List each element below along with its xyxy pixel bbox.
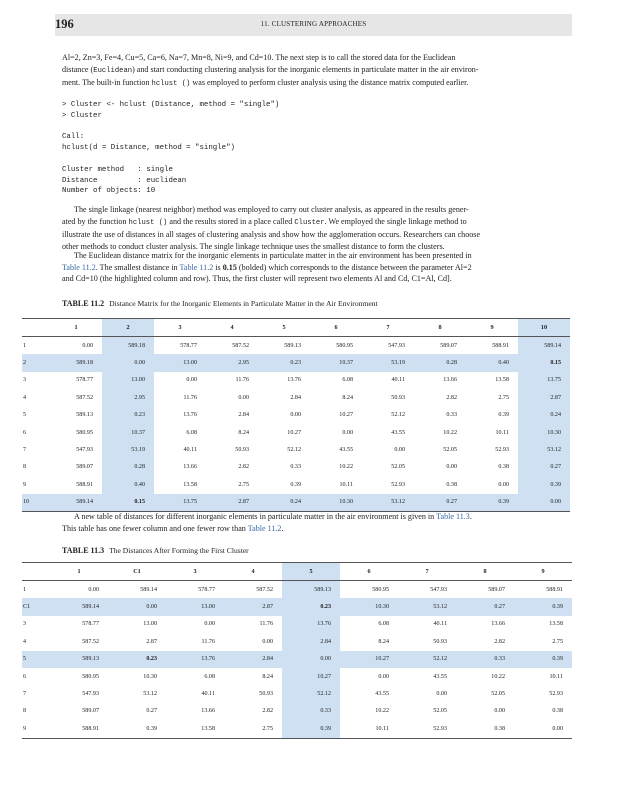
- table-cell: 13.58: [183, 481, 197, 488]
- table-cell: 2.84: [224, 651, 282, 668]
- r-code-block: [62, 100, 570, 197]
- column-header: 8: [414, 319, 466, 337]
- table-cell: 0.28: [414, 354, 466, 371]
- intro-line-2: distance (Euclidean) and start conducting clustering analysis for the inorganic elements in particulate matter in the air environ-: [62, 64, 479, 75]
- table-cell: 10.27: [287, 429, 301, 436]
- table-cell: 10.11: [495, 429, 509, 436]
- table-cell: 0.00: [494, 708, 505, 715]
- inline-code-cluster: Cluster: [294, 218, 325, 227]
- table-cell: 589.14: [140, 586, 157, 593]
- row-header: 8: [23, 708, 27, 715]
- table-cell: 10.30: [340, 598, 398, 615]
- row-header: 6: [23, 429, 27, 436]
- table-cell: 13.00: [166, 598, 224, 615]
- table-cell: 0.00: [290, 412, 301, 419]
- table-cell: 2.87: [224, 598, 282, 615]
- table-cell: 578.77: [198, 586, 215, 593]
- column-header: 5: [282, 563, 340, 581]
- table-cell: 43.55: [391, 429, 405, 436]
- column-header: 8: [456, 563, 514, 581]
- table-cell: 2.95: [206, 354, 258, 371]
- table-cell: 40.11: [391, 377, 405, 384]
- table-row: [22, 459, 570, 476]
- table-row: [22, 703, 572, 720]
- table-cell: 0.23: [282, 598, 340, 615]
- table-cell: 50.93: [433, 638, 447, 645]
- table-cell: 2.75: [498, 394, 509, 401]
- table-cell: 589.07: [82, 708, 99, 715]
- table-cell: 2.82: [262, 708, 273, 715]
- table-cell: 10.22: [375, 708, 389, 715]
- table-cell: 40.11: [183, 447, 197, 454]
- table-cell: 2.82: [238, 464, 249, 471]
- table-row: [22, 337, 570, 355]
- table-11-2-link[interactable]: Table 11.2: [247, 523, 282, 533]
- row-header: 3: [23, 621, 27, 628]
- table-11-3-link[interactable]: Table 11.3: [436, 512, 470, 521]
- table-cell: 0.39: [514, 598, 572, 615]
- distance-matrix-paragraph: [62, 250, 570, 285]
- body-line: The single linkage (nearest neighbor) method was employed to carry out cluster analysis, as appeared in the results gener-: [74, 205, 469, 214]
- table-cell: 547.93: [430, 586, 447, 593]
- table-cell: 53.12: [518, 441, 570, 458]
- column-header: C1: [108, 563, 166, 581]
- table-row: [22, 685, 572, 702]
- row-header: 1: [23, 586, 27, 593]
- table-cell: 43.55: [375, 691, 389, 698]
- row-header: 5: [22, 651, 50, 668]
- table-cell: 50.93: [259, 691, 273, 698]
- table-row: [22, 424, 570, 441]
- table-cell: 53.19: [102, 441, 154, 458]
- table-row: [22, 389, 570, 406]
- row-header: 9: [23, 481, 27, 488]
- column-header: 4: [224, 563, 282, 581]
- table-cell: 13.75: [154, 494, 206, 512]
- table-label: TABLE 11.2: [62, 299, 105, 308]
- body-line: ated by the function hclust () and the results stored in a place called Cluster. We employed the single linkage method to: [62, 216, 467, 227]
- chapter-title: 11. CLUSTERING APPROACHES: [260, 20, 367, 28]
- table-cell: 0.00: [498, 481, 509, 488]
- table-cell: 11.76: [201, 638, 215, 645]
- table-cell: 0.15: [518, 354, 570, 371]
- table-cell: 53.19: [362, 354, 414, 371]
- table-cell: 587.52: [232, 342, 249, 349]
- table-cell: 52.93: [391, 481, 405, 488]
- table-cell: 0.33: [446, 412, 457, 419]
- table-cell: 13.00: [143, 621, 157, 628]
- row-header: 4: [23, 394, 27, 401]
- table-cell: 0.00: [238, 394, 249, 401]
- code-line: Number of objects: 10: [62, 187, 156, 196]
- table-cell: 0.27: [414, 494, 466, 512]
- table-cell: 2.87: [518, 389, 570, 406]
- table-cell: 13.00: [154, 354, 206, 371]
- column-header: 7: [398, 563, 456, 581]
- table-cell: 547.93: [388, 342, 405, 349]
- column-header: [22, 319, 50, 337]
- table-cell: 13.76: [282, 616, 340, 633]
- table-cell: 589.14: [50, 598, 108, 615]
- table-cell: 40.11: [201, 691, 215, 698]
- table-cell: 2.87: [146, 638, 157, 645]
- table-cell: 588.91: [76, 481, 93, 488]
- table-cell: 13.75: [518, 372, 570, 389]
- table-row: [22, 494, 570, 512]
- table-cell: 0.38: [456, 720, 514, 738]
- table-cell: 40.11: [433, 621, 447, 628]
- table-cell: 580.95: [76, 429, 93, 436]
- column-header: 5: [258, 319, 310, 337]
- table-cell: 13.66: [201, 708, 215, 715]
- table-cell: 589.07: [488, 586, 505, 593]
- row-header: 4: [23, 638, 27, 645]
- code-line: Cluster method : single: [62, 165, 173, 174]
- table-cell: 10.22: [443, 429, 457, 436]
- table-cell: 10.22: [339, 464, 353, 471]
- table-cell: 578.77: [82, 621, 99, 628]
- table-cell: 0.23: [108, 651, 166, 668]
- table-label: TABLE 11.3: [62, 546, 105, 555]
- table-cell: 52.05: [391, 464, 405, 471]
- table-cell: 2.84: [290, 394, 301, 401]
- table-cell: 43.55: [433, 673, 447, 680]
- table-cell: 6.08: [186, 429, 197, 436]
- table-cell: 2.75: [552, 638, 563, 645]
- table-cell: 11.76: [235, 377, 249, 384]
- smallest-distance-value: 0.15: [222, 262, 237, 272]
- table-cell: 43.55: [339, 447, 353, 454]
- table-cell: 10.11: [339, 481, 353, 488]
- table-cell: 52.12: [391, 412, 405, 419]
- table-cell: 0.00: [436, 691, 447, 698]
- table-cell: 0.33: [290, 464, 301, 471]
- table-cell: 2.95: [102, 389, 154, 406]
- table-cell: 10.27: [339, 412, 353, 419]
- table-cell: 0.27: [146, 708, 157, 715]
- table-cell: 0.00: [394, 447, 405, 454]
- table-cell: 10.37: [102, 424, 154, 441]
- table-row: [22, 441, 570, 458]
- row-header: 1: [23, 342, 27, 349]
- table-cell: 10.30: [518, 424, 570, 441]
- table-cell: 589.14: [50, 494, 102, 512]
- table-cell: 0.00: [342, 429, 353, 436]
- table-cell: 13.76: [287, 377, 301, 384]
- table-cell: 0.00: [514, 720, 572, 738]
- row-header: C1: [22, 598, 50, 615]
- table-row: [22, 476, 570, 493]
- column-header: 7: [362, 319, 414, 337]
- table-11-2-link[interactable]: Table 11.2: [62, 262, 96, 272]
- table-cell: 578.77: [180, 342, 197, 349]
- table-cell: 52.93: [495, 447, 509, 454]
- table-cell: 8.24: [238, 429, 249, 436]
- table-cell: 13.00: [102, 372, 154, 389]
- table-11-3-caption: [62, 546, 249, 555]
- table-cell: 8.24: [262, 673, 273, 680]
- table-cell: 2.82: [446, 394, 457, 401]
- table-cell: 589.13: [50, 651, 108, 668]
- table-cell: 2.84: [282, 633, 340, 650]
- table-cell: 0.39: [498, 412, 509, 419]
- table-cell: 0.00: [186, 377, 197, 384]
- table-cell: 52.93: [398, 720, 456, 738]
- table-cell: 580.95: [372, 586, 389, 593]
- table-cell: 2.82: [494, 638, 505, 645]
- table-cell: 13.58: [549, 621, 563, 628]
- table-11-2-caption: [62, 299, 378, 308]
- table-caption-text: Distance Matrix for the Inorganic Elements in Particulate Matter in the Air Environment: [109, 299, 378, 308]
- column-header: 2: [102, 319, 154, 337]
- table-cell: 2.87: [206, 494, 258, 512]
- table-cell: 53.12: [362, 494, 414, 512]
- table-cell: 2.75: [224, 720, 282, 738]
- table-cell: 10.30: [310, 494, 362, 512]
- table-cell: 0.15: [102, 494, 154, 512]
- code-line: Call:: [62, 133, 85, 142]
- table-cell: 52.05: [443, 447, 457, 454]
- table-cell: 52.12: [287, 447, 301, 454]
- table-row: [22, 720, 572, 738]
- table-cell: 52.05: [433, 708, 447, 715]
- table-cell: 547.93: [76, 447, 93, 454]
- table-cell: 13.76: [183, 412, 197, 419]
- table-cell: 589.07: [440, 342, 457, 349]
- table-cell: 50.93: [235, 447, 249, 454]
- table-cell: 10.27: [340, 651, 398, 668]
- table-cell: 10.30: [143, 673, 157, 680]
- row-header: 7: [23, 447, 27, 454]
- table-cell: 0.38: [552, 708, 563, 715]
- table-cell: 0.27: [518, 459, 570, 476]
- column-header: 1: [50, 563, 108, 581]
- table-row: [22, 633, 572, 650]
- code-line: > Cluster <- hclust (Distance, method = "single"): [62, 101, 280, 109]
- table-cell: 6.08: [204, 673, 215, 680]
- table-row: [22, 651, 572, 668]
- table-cell: 0.38: [446, 481, 457, 488]
- table-row: [22, 668, 572, 685]
- table-caption-text: The Distances After Forming the First Cluster: [109, 546, 249, 555]
- body-line: other methods to conduct cluster analysis. The single linkage technique uses the smallest distance to form the clusters.: [62, 241, 445, 251]
- row-header: 7: [23, 691, 27, 698]
- row-header: 10: [22, 494, 50, 512]
- table-cell: 587.52: [82, 638, 99, 645]
- table-cell: 587.52: [256, 586, 273, 593]
- table-cell: 0.33: [456, 651, 514, 668]
- column-header: 9: [466, 319, 518, 337]
- table-cell: 0.00: [204, 621, 215, 628]
- column-header: 1: [50, 319, 102, 337]
- single-linkage-paragraph: [62, 204, 570, 252]
- table-cell: 0.39: [514, 651, 572, 668]
- body-line: This table has one fewer column and one fewer row than Table 11.2.: [62, 523, 284, 533]
- table-cell: 0.00: [446, 464, 457, 471]
- table-cell: 0.39: [108, 720, 166, 738]
- table-row: [22, 407, 570, 424]
- table-cell: 50.93: [391, 394, 405, 401]
- table-row: [22, 616, 572, 633]
- table-cell: 587.52: [76, 394, 93, 401]
- page-number: 196: [55, 17, 74, 31]
- column-header: 10: [518, 319, 570, 337]
- row-header: 2: [22, 354, 50, 371]
- table-cell: 0.23: [258, 354, 310, 371]
- table-cell: 0.24: [518, 407, 570, 424]
- table-cell: 52.12: [282, 685, 340, 702]
- table-cell: 6.08: [378, 621, 389, 628]
- table-cell: 53.12: [398, 598, 456, 615]
- table-cell: 8.24: [378, 638, 389, 645]
- column-header: 9: [514, 563, 572, 581]
- column-header: 3: [154, 319, 206, 337]
- code-line: hclust(d = Distance, method = "single"): [62, 144, 235, 153]
- table-cell: 589.13: [284, 342, 301, 349]
- body-line: The Euclidean distance matrix for the inorganic elements in particulate matter in the air environment has been presented in: [74, 251, 472, 260]
- table-cell: 0.23: [102, 407, 154, 424]
- first-cluster-distance-table: [22, 562, 572, 739]
- table-cell: 0.39: [282, 720, 340, 738]
- table-cell: 0.00: [82, 342, 93, 349]
- row-header: 6: [23, 673, 27, 680]
- row-header: 8: [23, 464, 27, 471]
- column-header: 3: [166, 563, 224, 581]
- table-cell: 0.40: [102, 476, 154, 493]
- table-cell: 8.24: [342, 394, 353, 401]
- table-cell: 0.39: [290, 481, 301, 488]
- table-cell: 0.33: [282, 703, 340, 720]
- column-header: 4: [206, 319, 258, 337]
- table-cell: 588.91: [492, 342, 509, 349]
- table-cell: 580.95: [82, 673, 99, 680]
- table-row: [22, 581, 572, 599]
- table-row: [22, 372, 570, 389]
- row-header: 9: [22, 720, 50, 738]
- table-cell: 53.12: [143, 691, 157, 698]
- table-cell: 0.27: [456, 598, 514, 615]
- table-cell: 0.24: [258, 494, 310, 512]
- row-header: 5: [23, 412, 27, 419]
- table-cell: 580.95: [336, 342, 353, 349]
- table-cell: 6.08: [342, 377, 353, 384]
- table-cell: 11.76: [183, 394, 197, 401]
- table-cell: 52.93: [549, 691, 563, 698]
- inline-code-hclust: hclust (): [151, 80, 191, 89]
- table-11-2-link[interactable]: Table 11.2: [179, 262, 214, 272]
- table-cell: 0.38: [498, 464, 509, 471]
- table-cell: 0.39: [518, 476, 570, 493]
- intro-line-1: Al=2, Zn=3, Fe=4, Cu=5, Ca=6, Na=7, Mn=8, Ni=9, and Cd=10. The next step is to call the stored data for the Euclidean: [62, 53, 456, 62]
- table1-header-row: [22, 319, 570, 337]
- table-cell: 0.00: [88, 586, 99, 593]
- table-cell: 589.18: [50, 354, 102, 371]
- column-header: [22, 563, 50, 581]
- new-table-paragraph: [62, 511, 570, 534]
- table-cell: 589.13: [282, 581, 340, 599]
- table-cell: 578.77: [76, 377, 93, 384]
- body-line: illustrate the use of distances in all stages of clustering analysis and show how the agglomeration occurs. Researchers can choose: [62, 230, 481, 240]
- table-cell: 11.76: [259, 621, 273, 628]
- table-cell: 10.22: [491, 673, 505, 680]
- table-cell: 588.91: [50, 720, 108, 738]
- row-header: 3: [23, 377, 27, 384]
- code-line: > Cluster: [62, 111, 102, 120]
- table-cell: 10.11: [340, 720, 398, 738]
- table-cell: 589.18: [102, 337, 154, 355]
- inline-code-euclidean: Euclidean: [93, 66, 133, 75]
- code-line: Distance : euclidean: [62, 176, 187, 185]
- table-cell: 2.84: [238, 412, 249, 419]
- table-cell: 0.40: [466, 354, 518, 371]
- table-cell: 0.00: [108, 598, 166, 615]
- table-row: [22, 598, 572, 615]
- table-cell: 13.66: [491, 621, 505, 628]
- body-line: A new table of distances for different inorganic elements in particulate matter in the air environment is given in Table 11.3.: [74, 512, 472, 521]
- table-cell: 0.39: [466, 494, 518, 512]
- table-cell: 0.00: [378, 673, 389, 680]
- table-cell: 0.00: [518, 494, 570, 512]
- column-header: 6: [310, 319, 362, 337]
- distance-matrix-table: [22, 318, 570, 512]
- table-cell: 547.93: [82, 691, 99, 698]
- table-cell: 589.14: [518, 337, 570, 355]
- table-cell: 588.91: [546, 586, 563, 593]
- table-cell: 10.37: [310, 354, 362, 371]
- inline-code-hclust: hclust (): [128, 218, 168, 227]
- table2-header-row: [22, 563, 572, 581]
- table-cell: 13.58: [166, 720, 224, 738]
- table-cell: 10.11: [549, 673, 563, 680]
- table-cell: 13.76: [166, 651, 224, 668]
- table-cell: 52.12: [398, 651, 456, 668]
- body-line: and Cd=10 (the highlighted column and row). Thus, the first cluster will represent two elements Al and Cd, C1=Al, Cd].: [62, 274, 452, 284]
- table-row: [22, 354, 570, 371]
- table-cell: 2.75: [238, 481, 249, 488]
- table-cell: 52.05: [491, 691, 505, 698]
- table-cell: 589.13: [76, 412, 93, 419]
- column-header: 6: [340, 563, 398, 581]
- table-cell: 0.00: [282, 651, 340, 668]
- table-cell: 589.07: [76, 464, 93, 471]
- intro-line-3: ment. The built-in function hclust () was employed to perform cluster analysis using the distance matrix computed earlier.: [62, 78, 469, 89]
- table-cell: 0.28: [102, 459, 154, 476]
- table-cell: 0.00: [102, 354, 154, 371]
- running-header: [55, 14, 572, 36]
- body-line: Table 11.2. The smallest distance in Table 11.2 is 0.15 (bolded) which corresponds to the distance between the parameter Al=2: [62, 262, 472, 272]
- table-cell: 13.66: [443, 377, 457, 384]
- intro-paragraph: [62, 52, 570, 91]
- table-cell: 13.58: [495, 377, 509, 384]
- table-cell: 10.27: [282, 668, 340, 685]
- table-cell: 0.00: [262, 638, 273, 645]
- table-cell: 13.66: [183, 464, 197, 471]
